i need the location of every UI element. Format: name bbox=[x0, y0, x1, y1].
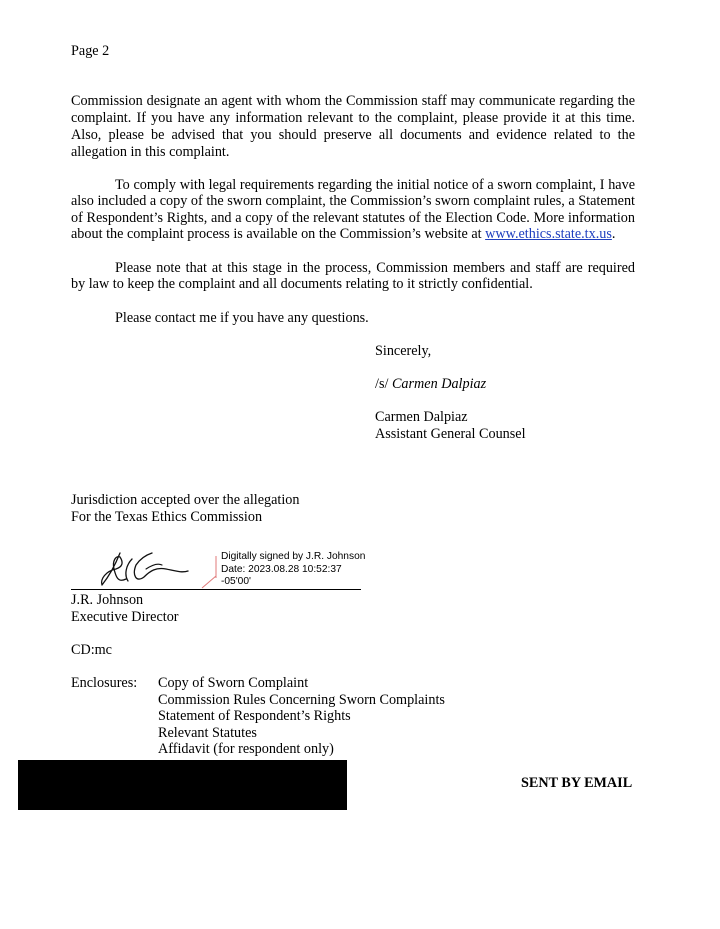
digital-signature-block bbox=[221, 551, 365, 589]
enclosures-label: Enclosures: bbox=[71, 675, 138, 691]
enclosure-item: Relevant Statutes bbox=[158, 725, 257, 741]
paragraph-4: Please contact me if you have any questions. bbox=[115, 310, 369, 326]
reference-initials: CD:mc bbox=[71, 642, 112, 658]
text-line: To comply with legal requirements regarding the initial notice of a sworn complaint, I have bbox=[115, 177, 635, 193]
enclosure-item: Statement of Respondent’s Rights bbox=[158, 708, 351, 724]
text-segment: about the complaint process is available on the Commission’s website at bbox=[71, 226, 486, 242]
digital-signature-line: -05'00' bbox=[221, 576, 251, 587]
esign-prefix: /s/ bbox=[375, 376, 392, 392]
ethics-website-link[interactable]: www.ethics.state.tx.us bbox=[485, 226, 612, 242]
text-segment: . bbox=[611, 226, 616, 242]
jurisdiction-line: For the Texas Ethics Commission bbox=[71, 509, 263, 525]
text-line: allegation in this complaint. bbox=[71, 144, 230, 160]
signer-title: Assistant General Counsel bbox=[375, 426, 526, 442]
text-line: of Respondent’s Rights, and a copy of the relevant statutes of the Election Code. More information bbox=[71, 210, 635, 226]
closing-salutation: Sincerely, bbox=[375, 343, 432, 359]
redaction-box bbox=[18, 760, 347, 810]
executive-signer-name: J.R. Johnson bbox=[71, 592, 144, 608]
text-line bbox=[71, 226, 615, 243]
jurisdiction-line: Jurisdiction accepted over the allegation bbox=[71, 492, 300, 508]
enclosure-item: Affidavit (for respondent only) bbox=[158, 741, 334, 757]
signature-line bbox=[71, 589, 361, 590]
delivery-method: SENT BY EMAIL bbox=[521, 775, 633, 791]
text-line: also included a copy of the sworn complaint, the Commission’s sworn complaint rules, a Statement bbox=[71, 193, 635, 209]
sign-mark-icon bbox=[196, 554, 224, 590]
digital-signature-line: Digitally signed by J.R. Johnson bbox=[221, 551, 366, 562]
executive-signer-title: Executive Director bbox=[71, 609, 179, 625]
text-line: complaint. If you have any information relevant to the complaint, please provide it at this time. bbox=[71, 110, 635, 126]
signer-name: Carmen Dalpiaz bbox=[375, 409, 468, 425]
text-line: Commission designate an agent with whom the Commission staff may communicate regarding the bbox=[71, 93, 635, 109]
esign-name: Carmen Dalpiaz bbox=[391, 376, 487, 392]
text-line: Please note that at this stage in the process, Commission members and staff are required bbox=[115, 260, 635, 276]
page-number: Page 2 bbox=[71, 43, 110, 59]
enclosure-item: Copy of Sworn Complaint bbox=[158, 675, 309, 691]
digital-signature-line: Date: 2023.08.28 10:52:37 bbox=[221, 563, 342, 575]
text-line: Also, please be advised that you should preserve all documents and evidence related to the bbox=[71, 127, 635, 143]
enclosure-item: Commission Rules Concerning Sworn Complaints bbox=[158, 692, 445, 708]
handwritten-signature bbox=[96, 545, 196, 591]
electronic-signature bbox=[375, 376, 486, 393]
text-line: by law to keep the complaint and all documents relating to it strictly confidential. bbox=[71, 276, 533, 292]
